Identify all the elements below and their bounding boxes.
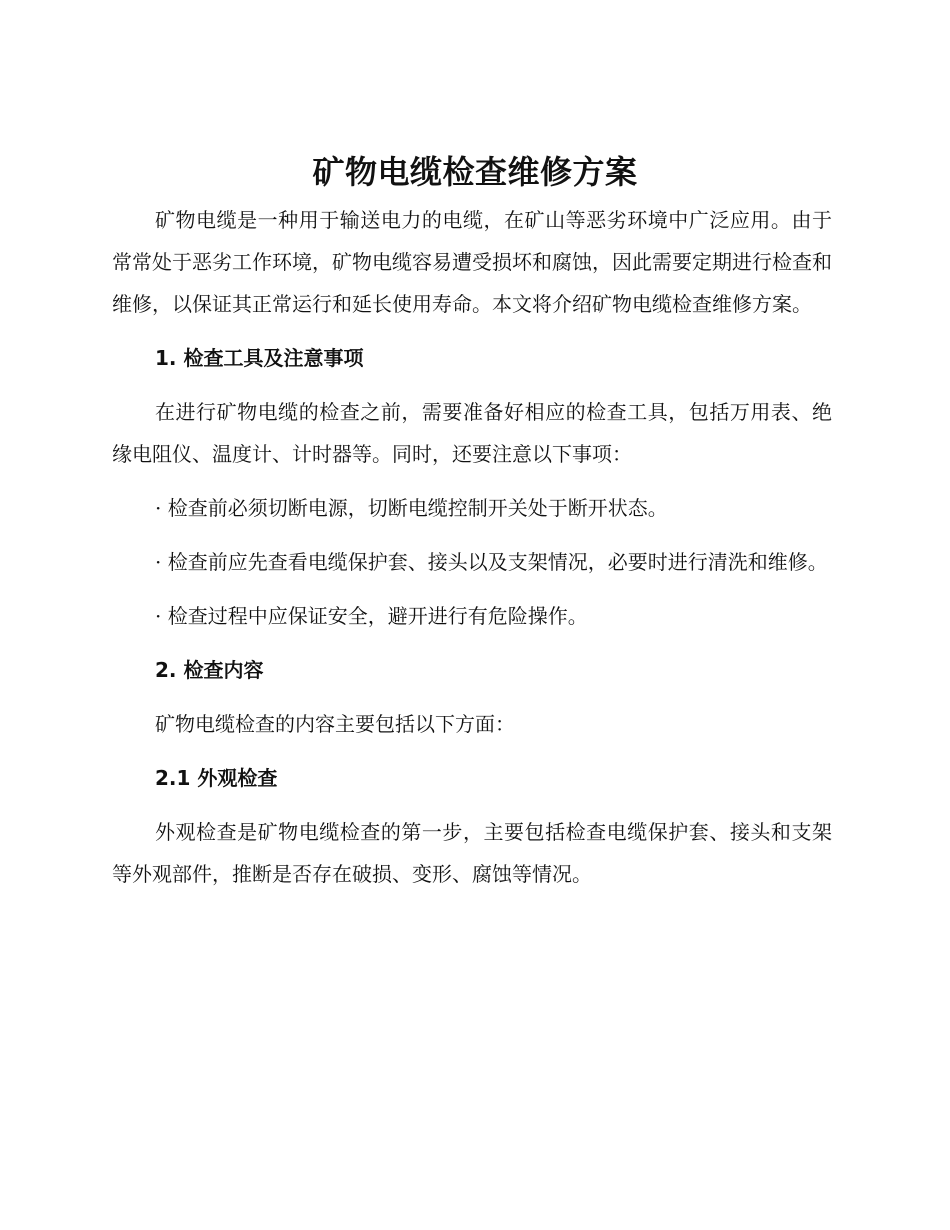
section-2-1-paragraph: 外观检查是矿物电缆检查的第一步，主要包括检查电缆保护套、接头和支架等外观部件，推断是否存在破损、变形、腐蚀等情况。	[112, 820, 832, 886]
intro-paragraph: 矿物电缆是一种用于输送电力的电缆，在矿山等恶劣环境中广泛应用。由于常常处于恶劣工作环境，矿物电缆容易遭受损坏和腐蚀，因此需要定期进行检查和维修，以保证其正常运行和延长使用寿命。本文将介绍矿物电缆检查维修方案。	[112, 208, 832, 316]
section-1-heading: 1. 检查工具及注意事项	[155, 346, 364, 370]
section-2-heading: 2. 检查内容	[155, 658, 264, 682]
section-1-paragraph: 在进行矿物电缆的检查之前，需要准备好相应的检查工具，包括万用表、绝缘电阻仪、温度计、计时器等。同时，还要注意以下事项：	[112, 400, 832, 466]
document-body	[112, 199, 832, 895]
section-2-1-heading: 2.1 外观检查	[155, 766, 278, 790]
document-title: 矿物电缆检查维修方案	[312, 153, 638, 191]
bullet-item: · 检查过程中应保证安全，避开进行有危险操作。	[155, 604, 588, 628]
bullet-item: · 检查前应先查看电缆保护套、接头以及支架情况，必要时进行清洗和维修。	[155, 550, 828, 574]
bullet-item: · 检查前必须切断电源，切断电缆控制开关处于断开状态。	[155, 496, 668, 520]
section-2-paragraph: 矿物电缆检查的内容主要包括以下方面：	[155, 712, 515, 736]
